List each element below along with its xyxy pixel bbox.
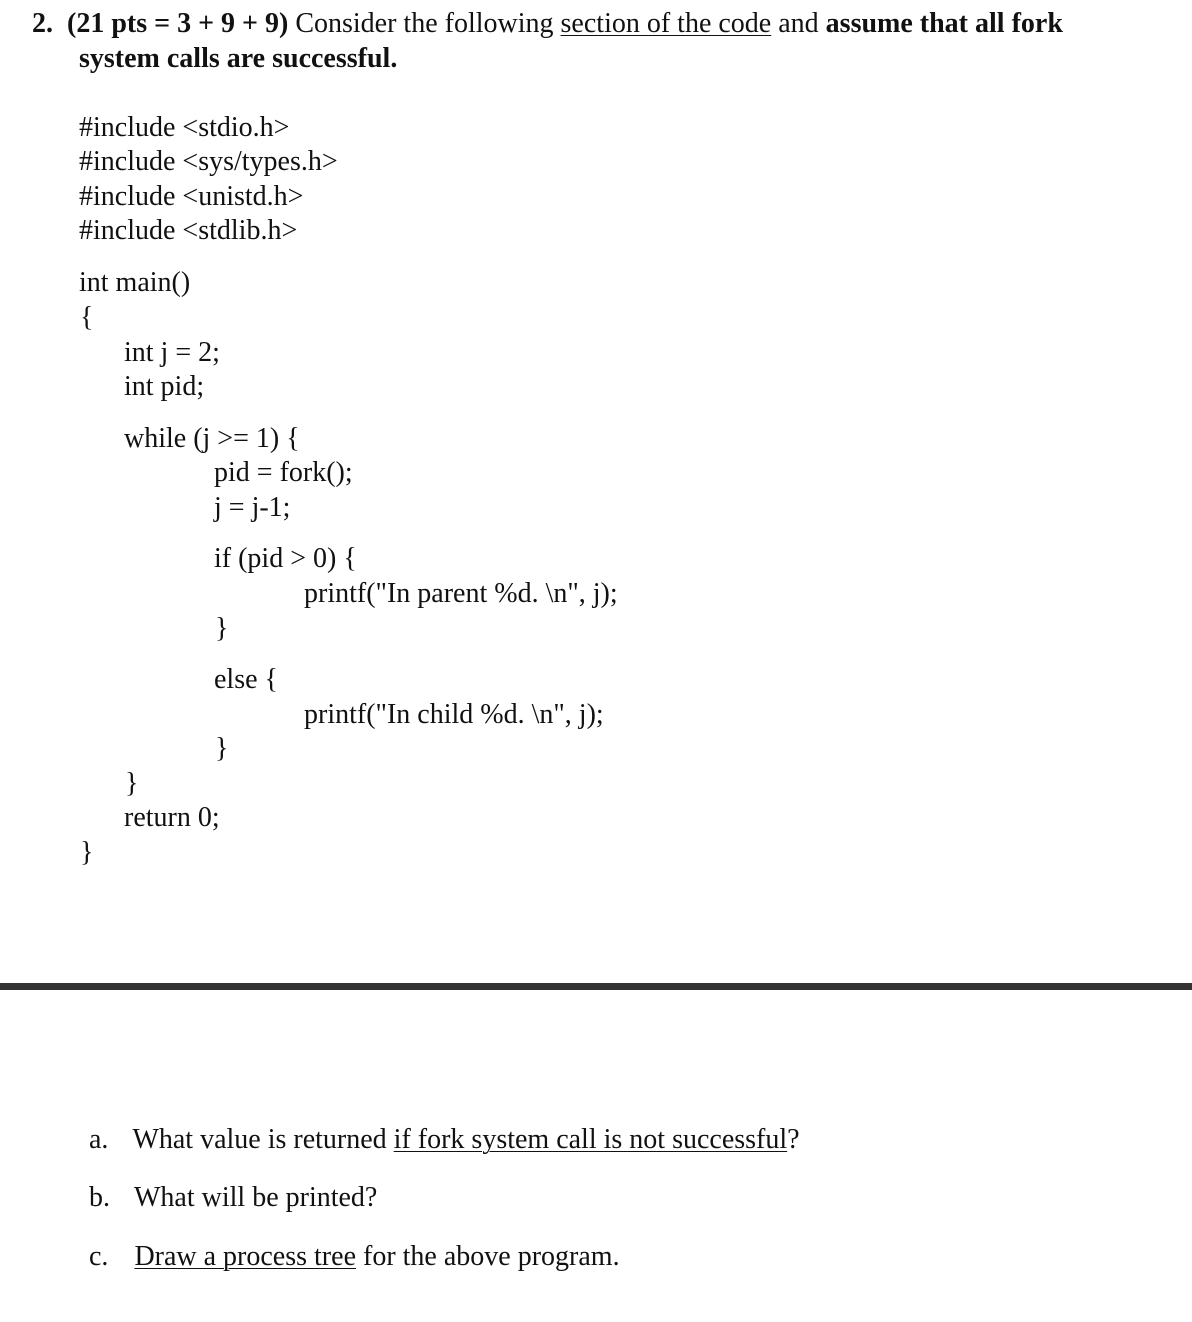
code-decl-pid: int pid; (124, 371, 205, 402)
code-while-close: } (125, 768, 139, 799)
subquestion-b-label: b. (89, 1182, 110, 1213)
subquestion-c-tail: for the above program. (356, 1241, 620, 1272)
code-return: return 0; (124, 802, 220, 833)
subquestion-c-underlined: Draw a process tree (134, 1241, 356, 1272)
code-open-brace: { (80, 302, 94, 333)
subquestion-a-text: What value is returned (132, 1124, 394, 1155)
question-header-line-2 (79, 45, 397, 73)
subquestion-a-underlined: if fork system call is not successful (393, 1124, 788, 1155)
code-include-stdlib: #include <stdlib.h> (79, 215, 298, 246)
code-main-signature: int main() (79, 267, 191, 298)
code-while: while (j >= 1) { (124, 423, 300, 454)
subquestion-a (89, 1126, 800, 1154)
code-close-brace: } (80, 837, 94, 868)
question-points-breakdown: = 3 + 9 + 9) (147, 8, 289, 39)
section-divider (0, 983, 1192, 990)
code-if-close: } (215, 613, 229, 644)
code-decl-j: int j = 2; (124, 337, 220, 368)
question-number: 2. (32, 8, 53, 39)
code-if: if (pid > 0) { (214, 543, 357, 574)
code-include-types: #include <sys/types.h> (79, 146, 338, 177)
subquestion-b-text: What will be printed? (134, 1182, 378, 1213)
question-points: (21 pts (67, 8, 148, 39)
code-else: else { (214, 664, 278, 695)
question-header-line-1 (32, 10, 1063, 38)
code-printf-parent: printf("In parent %d. \n", j); (304, 578, 618, 609)
question-intro-line-2: system calls are successful. (79, 43, 398, 74)
question-intro-text: Consider the following (288, 8, 561, 39)
subquestion-b (89, 1184, 377, 1212)
subquestion-c (89, 1243, 620, 1271)
question-intro-underlined: section of the code (560, 8, 772, 39)
subquestion-c-label: c. (89, 1241, 109, 1272)
code-fork: pid = fork(); (214, 457, 353, 488)
subquestion-a-tail: ? (787, 1124, 800, 1155)
subquestion-a-label: a. (89, 1124, 109, 1155)
code-include-unistd: #include <unistd.h> (79, 181, 304, 212)
code-printf-child: printf("In child %d. \n", j); (304, 699, 604, 730)
code-else-close: } (215, 733, 229, 764)
question-intro-bold-tail: assume that all fork (825, 8, 1063, 39)
question-intro-and: and (771, 8, 826, 39)
code-decrement: j = j-1; (214, 492, 291, 523)
code-include-stdio: #include <stdio.h> (79, 112, 290, 143)
